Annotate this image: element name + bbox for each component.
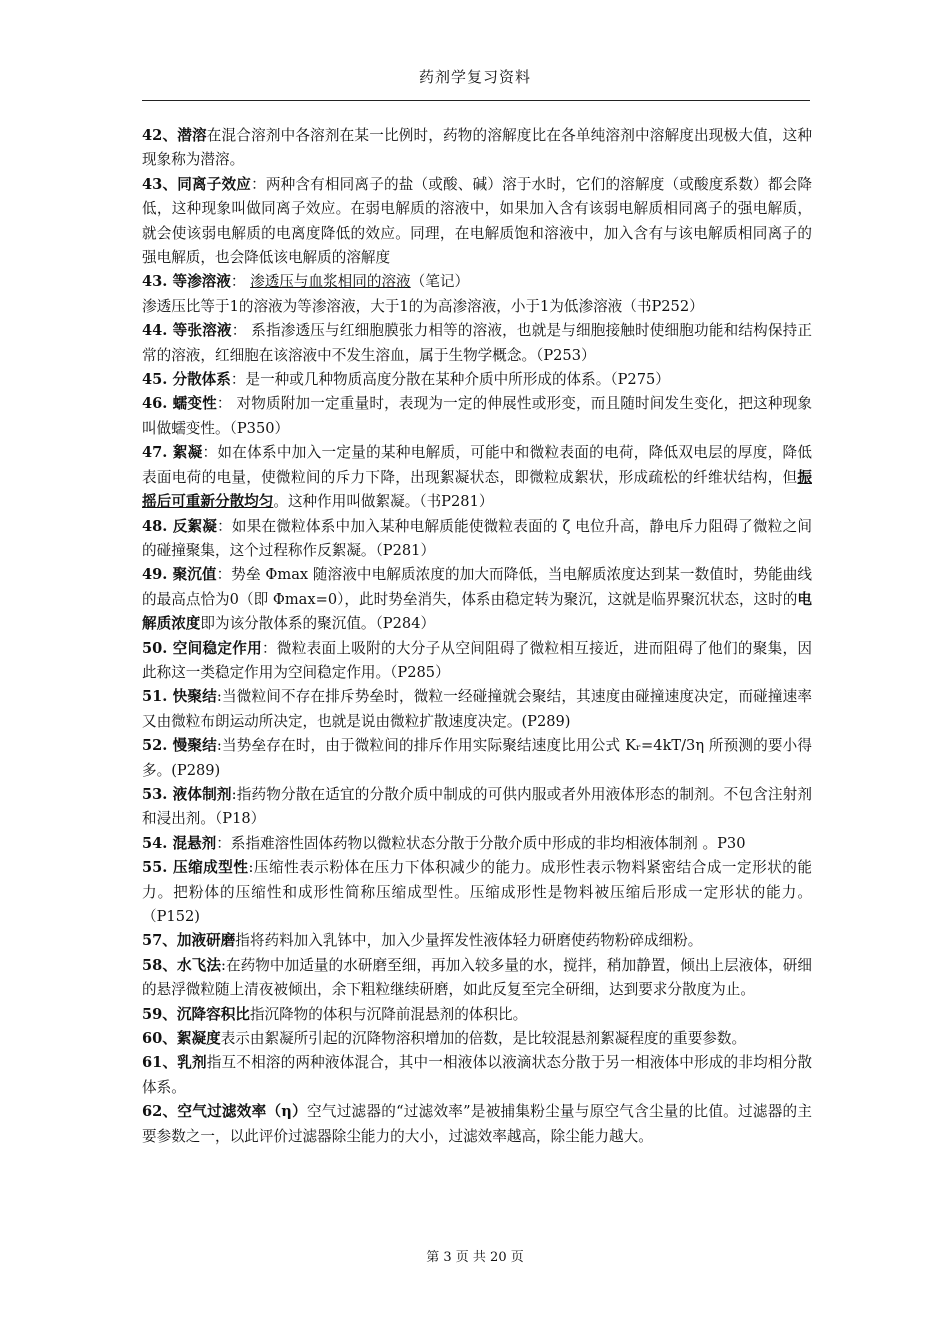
entry-term [142, 566, 217, 583]
entry-number: 54. [142, 834, 173, 852]
glossary-entry [142, 685, 812, 734]
glossary-entry [142, 856, 812, 929]
entry-definition: ：两种含有相同离子的盐（或酸、碱）溶于水时，它们的溶解度（或酸度系数）都会降低，这种现象叫做同离子效应。在弱电解质的溶液中，如果加入含有该弱电解质相同离子的强电解质，就会使该弱电解质的电离度降低的效应。同理，在电解质饱和溶液中，加入含有与该电解质相同离子的强电解质，也会降低该电解质的溶解度 [142, 175, 812, 267]
glossary-entry [142, 295, 812, 319]
entry-term [142, 127, 207, 144]
glossary-entry [142, 563, 812, 636]
entry-number: 48. [142, 517, 173, 535]
glossary-entry [142, 954, 812, 1003]
entry-definition: 在混合溶剂中各溶剂在某一比例时，药物的溶解度比在各单纯溶剂中溶解度出现极大值，这种现象称为潜溶。 [142, 127, 812, 169]
glossary-entry [142, 270, 812, 294]
entry-number: 62、 [142, 1103, 178, 1121]
glossary-content [142, 124, 812, 1149]
entry-definition: 指将药料加入乳钵中，加入少量挥发性液体轻力研磨使药物粉碎成细粉。 [235, 932, 703, 950]
glossary-entry [142, 783, 812, 832]
entry-definition: 表示由絮凝所引起的沉降物溶积增加的倍数，是比较混悬剂絮凝程度的重要参数。 [220, 1030, 747, 1048]
entry-definition: 指沉降物的体积与沉降前混悬剂的体积比。 [249, 1005, 528, 1023]
entry-number: 61、 [142, 1054, 178, 1072]
entry-definition-tail: 。这种作用叫做絮凝。（书P281） [273, 493, 494, 511]
entry-term-text: 絮凝度 [176, 1030, 221, 1048]
glossary-entry [142, 441, 812, 514]
glossary-entry [142, 1003, 812, 1027]
entry-term-text: 空气过滤效率（η） [177, 1103, 308, 1121]
entry-term [142, 518, 217, 535]
glossary-entry [142, 1100, 812, 1149]
entry-definition: :指药物分散在适宜的分散介质中制成的可供内服或者外用液体形态的制剂。不包含注射剂和浸出剂。（P18） [142, 785, 812, 828]
entry-number: 44. [142, 322, 173, 340]
entry-definition: ：是一种或几种物质高度分散在某种介质中所形成的体系。（P275） [230, 371, 670, 389]
entry-term-text: 快聚结 [172, 688, 217, 706]
entry-number: 46. [142, 395, 173, 413]
entry-number: 49. [142, 566, 173, 584]
glossary-entry [142, 734, 812, 783]
entry-term-text: 液体制剂 [172, 785, 232, 803]
entry-term-text: 蠕变性 [172, 395, 217, 413]
entry-term-text: 分散体系 [172, 371, 231, 389]
entry-term [142, 176, 251, 193]
entry-term-text: 聚沉值 [172, 566, 217, 584]
entry-number: 53. [142, 785, 173, 803]
entry-term-text: 潜溶 [177, 127, 207, 144]
entry-definition: ：势垒 Φmax 随溶液中电解质浓度的加大而降低，当电解质浓度达到某一数值时，势能曲线的最高点恰为0（即 Φmax=0），此时势垒消失，体系由稳定转为聚沉，这就是临界聚沉状态，这时的 [142, 566, 812, 608]
entry-term [142, 957, 221, 974]
entry-definition: ：系指难溶性固体药物以微粒状态分散于分散介质中形成的非均相液体制剂 。P30 [216, 834, 746, 852]
entry-definition: :压缩性表示粉体在压力下体积减少的能力。成形性表示物料紧密结合成一定形状的能力。把粉体的压缩性和成形性简称压缩成型性。压缩成形性是物料被压缩后形成一定形状的能力。（P152) [142, 859, 812, 925]
entry-term-text: 乳剂 [177, 1054, 207, 1072]
entry-number: 52. [142, 737, 173, 755]
entry-emphasis: 电解质浓度 [142, 590, 812, 633]
glossary-entry [142, 1051, 812, 1100]
entry-term-text: 等张溶液 [172, 322, 232, 340]
entry-term [142, 444, 203, 461]
entry-term [142, 688, 217, 705]
glossary-entry [142, 1027, 812, 1051]
entry-underlined-text: 渗透压与血浆相同的溶液 [250, 273, 411, 291]
entry-definition: :当势垒存在时，由于微粒间的排斥作用实际聚结速度比用公式 Kᵣ=4kT/3η 所预测的要小得多。(P289) [142, 737, 812, 779]
entry-definition-tail: 即为该分散体系的聚沉值。（P284） [200, 615, 436, 633]
glossary-entry [142, 392, 812, 441]
entry-term-text: 同离子效应 [177, 175, 252, 193]
entry-term-text: 水飞法 [177, 956, 221, 974]
entry-number: 42、 [142, 127, 178, 144]
page-number: 第 3 页 共 20 页 [426, 1250, 524, 1265]
entry-term-text: 反絮凝 [172, 517, 218, 535]
entry-term [142, 371, 231, 388]
entry-definition: :当微粒间不存在排斥势垒时，微粒一经碰撞就会聚结，其速度由碰撞速度决定，而碰撞速率又由微粒布朗运动所决定，也就是说由微粒扩散速度决定。(P289) [142, 688, 812, 730]
entry-definition: ：如在体系中加入一定量的某种电解质，可能中和微粒表面的电荷，降低双电层的厚度，降低表面电荷的电量，使微粒间的斥力下降，出现絮凝状态，即微粒成絮状，形成疏松的纤维状结构，但 [142, 444, 812, 486]
entry-number: 59、 [142, 1005, 177, 1023]
entry-definition: :在药物中加适量的水研磨至细，再加入较多量的水，搅拌，稍加静置，倾出上层液体，研细的悬浮微粒随上清夜被倾出，余下粗粒继续研磨，如此反复至完全研细，达到要求分散度为止。 [142, 956, 813, 999]
entry-number: 47. [142, 444, 173, 462]
glossary-entry [142, 173, 812, 271]
entry-term [142, 395, 217, 412]
entry-term [142, 640, 262, 657]
entry-number: 43、 [142, 175, 178, 193]
entry-definition: 空气过滤器的“过滤效率”是被捕集粉尘量与原空气含尘量的比值。过滤器的主要参数之一，以此评价过滤器除尘能力的大小，过滤效率越高，除尘能力越大。 [142, 1103, 812, 1145]
glossary-entry [142, 832, 812, 856]
entry-term [142, 859, 248, 876]
entry-number: 51. [142, 688, 173, 706]
entry-number: 43. [142, 273, 173, 291]
entry-number: 58、 [142, 956, 178, 974]
entry-definition: ：微粒表面上吸附的大分子从空间阻碍了微粒相互接近，进而阻碍了他们的聚集，因此称这一类稳定作用为空间稳定作用。（P285） [142, 639, 812, 681]
entry-term [142, 322, 232, 339]
entry-term-text: 等渗溶液 [172, 273, 231, 291]
entry-number: 55. [142, 859, 173, 877]
entry-definition: 指互不相溶的两种液体混合，其中一相液体以液滴状态分散于另一相液体中形成的非均相分散体系。 [142, 1054, 812, 1096]
entry-term [142, 1103, 307, 1120]
entry-number: 60、 [142, 1030, 177, 1048]
entry-term-text: 絮凝 [172, 444, 203, 462]
entry-definition: 渗透压比等于1的溶液为等渗溶液，大于1的为高渗溶液，小于1为低渗溶液（书P252） [142, 297, 704, 315]
entry-term-text: 沉降容积比 [176, 1005, 250, 1023]
glossary-entry [142, 637, 812, 686]
glossary-entry [142, 929, 812, 953]
entry-term-text: 压缩成型性 [172, 859, 249, 877]
entry-emphasis: 振摇后可重新分散均匀 [142, 468, 812, 511]
entry-separator: ： [230, 273, 251, 291]
entry-number: 50. [142, 639, 173, 657]
entry-definition: ： 系指渗透压与红细胞膜张力相等的溶液，也就是与细胞接触时使细胞功能和结构保持正常的溶液，红细胞在该溶液中不发生溶血，属于生物学概念。（P253） [142, 322, 812, 364]
entry-term-text: 空间稳定作用 [172, 639, 262, 657]
entry-definition: ：如果在微粒体系中加入某种电解质能使微粒表面的 ζ 电位升高，静电斥力阻碍了微粒之间的碰撞聚集，这个过程称作反絮凝。（P281） [142, 517, 812, 559]
entry-term [142, 786, 232, 803]
entry-definition: ： 对物质附加一定重量时，表现为一定的伸展性或形变，而且随时间发生变化，把这种现象叫做蠕变性。（P350） [142, 395, 812, 437]
entry-term-text: 加液研磨 [176, 932, 236, 950]
page-header-title: 药剂学复习资料 [418, 68, 531, 86]
entry-term [142, 1030, 221, 1047]
glossary-entry [142, 368, 812, 392]
entry-term-text: 慢聚结 [172, 737, 217, 755]
entry-term [142, 1054, 207, 1071]
entry-number: 45. [142, 371, 173, 389]
entry-number: 57、 [142, 932, 177, 950]
entry-term [142, 1006, 250, 1023]
entry-term-text: 混悬剂 [172, 834, 217, 852]
header-divider [142, 100, 810, 101]
glossary-entry [142, 124, 812, 173]
entry-term [142, 932, 235, 949]
glossary-entry [142, 515, 812, 564]
glossary-entry [142, 319, 812, 368]
entry-definition: （笔记） [410, 273, 470, 291]
entry-term [142, 835, 216, 852]
entry-term [142, 273, 231, 290]
entry-term [142, 737, 217, 754]
